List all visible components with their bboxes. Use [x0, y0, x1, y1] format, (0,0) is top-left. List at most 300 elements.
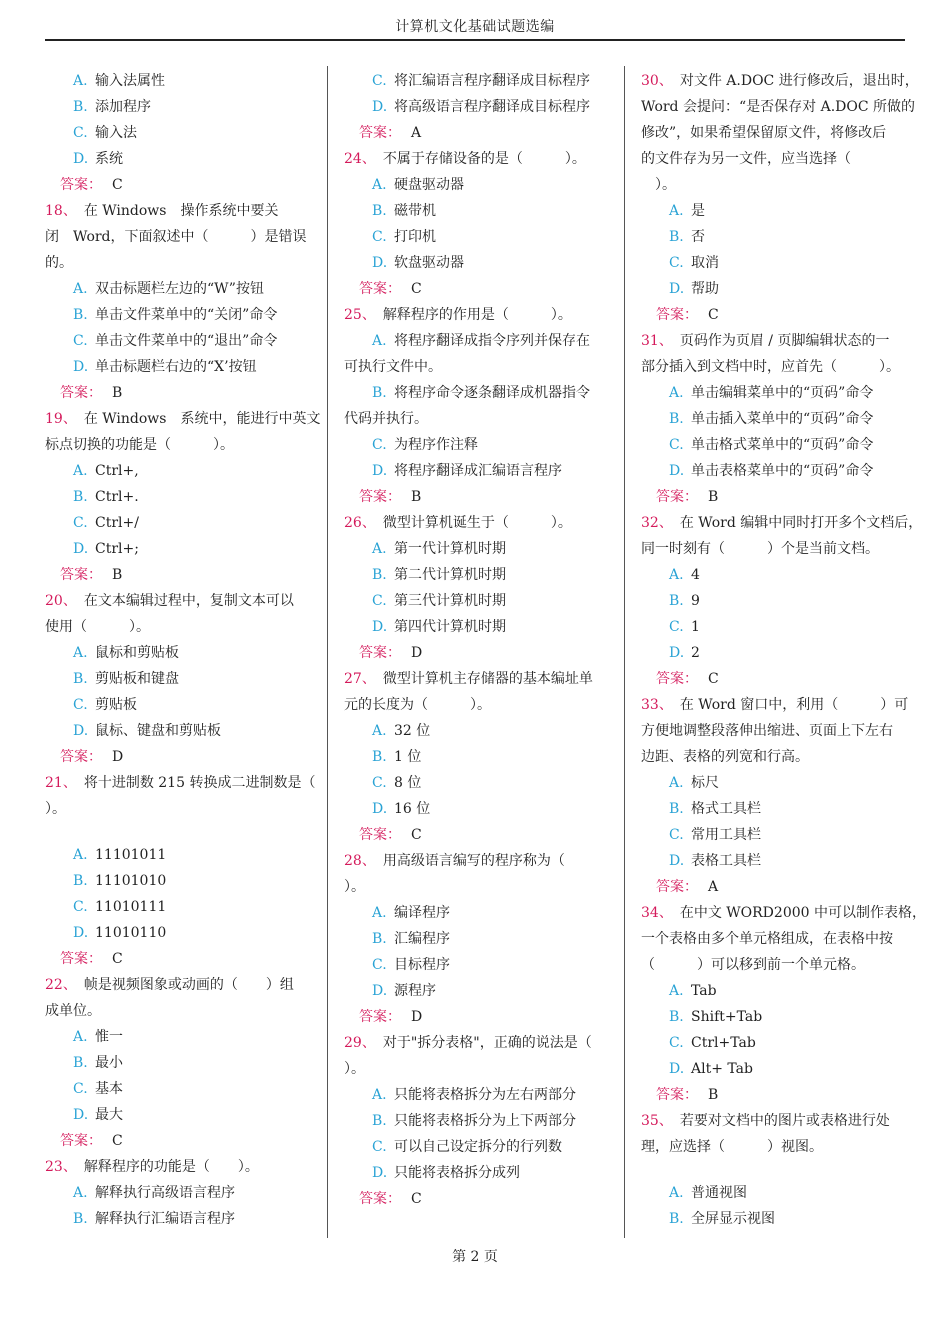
- option-letter: D.: [73, 723, 89, 739]
- question-text-continued: 成单位。: [45, 1003, 101, 1019]
- option-letter: D.: [669, 1061, 685, 1077]
- option-text: 全屏显示视图: [691, 1211, 775, 1227]
- option-line: [344, 796, 606, 822]
- option-line: [45, 692, 310, 718]
- question-line: [45, 406, 321, 432]
- option-letter: A.: [669, 385, 684, 401]
- question-line: [344, 1030, 606, 1056]
- option-text: 为程序作注释: [394, 437, 478, 453]
- option-line: [344, 224, 606, 250]
- option-letter: C.: [73, 697, 88, 713]
- option-line: [641, 562, 906, 588]
- option-text: 普通视图: [691, 1185, 747, 1201]
- question-line: [45, 198, 310, 224]
- option-line: [45, 458, 310, 484]
- option-line: [344, 562, 606, 588]
- option-line: [344, 432, 606, 458]
- question-line: [641, 68, 919, 94]
- option-letter: A.: [73, 281, 88, 297]
- answer-line: [344, 120, 606, 146]
- question-text: 不属于存储设备的是（ ）。: [368, 151, 586, 167]
- option-line: [45, 842, 310, 868]
- answer-label: 答案：: [359, 1009, 401, 1025]
- option-text: 常用工具栏: [691, 827, 761, 843]
- question-line: [344, 302, 606, 328]
- option-line: [344, 744, 606, 770]
- option-line: [344, 1082, 606, 1108]
- option-text: 硬盘驱动器: [394, 177, 464, 193]
- option-letter: A.: [73, 1029, 88, 1045]
- answer-label: 答案：: [656, 1087, 698, 1103]
- option-line: [344, 926, 606, 952]
- question-number: 31、: [641, 333, 666, 349]
- question-text: 在 Windows 系统中，能进行中英文: [69, 411, 321, 427]
- answer-label: 答案：: [359, 125, 401, 141]
- question-line: [641, 692, 909, 718]
- option-letter: B.: [669, 1009, 684, 1025]
- option-letter: C.: [669, 1035, 684, 1051]
- option-letter: D.: [73, 925, 89, 941]
- option-line: [45, 1206, 310, 1232]
- answer-label: 答案：: [60, 567, 102, 583]
- option-text: 单击格式菜单中的“页码”命令: [691, 437, 874, 453]
- option-letter: B.: [73, 489, 88, 505]
- option-letter: C.: [73, 333, 88, 349]
- question-number: 32、: [641, 515, 666, 531]
- option-letter: C.: [372, 1139, 387, 1155]
- option-line: [45, 302, 310, 328]
- answer-label: 答案：: [60, 177, 102, 193]
- answer-value: B: [112, 567, 123, 583]
- option-text: 输入法: [95, 125, 137, 141]
- option-letter: D.: [372, 255, 388, 271]
- option-letter: B.: [73, 99, 88, 115]
- option-text: 软盘驱动器: [394, 255, 464, 271]
- option-letter: C.: [73, 1081, 88, 1097]
- option-letter: A.: [372, 723, 387, 739]
- option-letter: C.: [372, 73, 387, 89]
- option-line: [344, 718, 606, 744]
- question-text: 若要对文档中的图片或表格进行处: [665, 1113, 890, 1129]
- option-line: [641, 432, 906, 458]
- option-line: [45, 1024, 310, 1050]
- option-text: 9: [691, 593, 700, 609]
- option-letter: A.: [372, 177, 387, 193]
- question-text-continued: 部分插入到文档中时，应首先（ ）。: [641, 359, 900, 375]
- option-text: 标尺: [691, 775, 719, 791]
- option-text: 单击文件菜单中的“关闭”命令: [95, 307, 278, 323]
- option-text: 11101010: [95, 873, 167, 889]
- answer-label: 答案：: [359, 281, 401, 297]
- answer-line: [344, 822, 606, 848]
- question-text: 对文件 A.DOC 进行修改后，退出时，: [665, 73, 919, 89]
- option-line: [344, 198, 606, 224]
- question-number: 33、: [641, 697, 666, 713]
- option-line: [344, 458, 606, 484]
- option-letter: B.: [372, 385, 387, 401]
- option-letter: D.: [669, 281, 685, 297]
- question-text: 页码作为页眉 / 页脚编辑状态的一: [665, 333, 890, 349]
- question-text-continued: ）。: [45, 801, 66, 817]
- option-line: [45, 868, 310, 894]
- option-line: [45, 536, 310, 562]
- option-letter: B.: [669, 229, 684, 245]
- option-line: [641, 1206, 906, 1232]
- question-text-continued: 使用（ ）。: [45, 619, 150, 635]
- question-text: 在文本编辑过程中，复制文本可以: [69, 593, 294, 609]
- option-letter: B.: [372, 931, 387, 947]
- option-text: 磁带机: [394, 203, 436, 219]
- option-letter: D.: [372, 801, 388, 817]
- option-letter: A.: [669, 203, 684, 219]
- option-letter: C.: [372, 957, 387, 973]
- answer-line: [641, 874, 906, 900]
- option-text: 16 位: [394, 801, 431, 817]
- option-letter: D.: [73, 359, 89, 375]
- answer-line: [641, 666, 906, 692]
- option-line: [641, 614, 906, 640]
- option-line: [641, 406, 906, 432]
- question-text: 帧是视频图象或动画的（ ）组: [69, 977, 294, 993]
- option-letter: C.: [372, 229, 387, 245]
- question-number: 19、: [45, 411, 70, 427]
- answer-label: 答案：: [656, 307, 698, 323]
- option-line: [641, 770, 906, 796]
- option-letter: A.: [372, 905, 387, 921]
- option-line: [641, 796, 906, 822]
- option-letter: A.: [372, 333, 387, 349]
- question-line: [641, 328, 906, 354]
- answer-value: B: [708, 1087, 719, 1103]
- option-text: Alt+ Tab: [691, 1061, 753, 1077]
- option-letter: D.: [372, 619, 388, 635]
- option-letter: C.: [372, 593, 387, 609]
- option-line: [344, 900, 606, 926]
- option-text: Ctrl+.: [95, 489, 139, 505]
- question-text: 用高级语言编写的程序称为（: [368, 853, 565, 869]
- answer-label: 答案：: [359, 1191, 401, 1207]
- option-text: 格式工具栏: [691, 801, 761, 817]
- option-line: [641, 1004, 906, 1030]
- option-letter: B.: [73, 671, 88, 687]
- question-text-continued: ）。: [344, 1061, 365, 1077]
- question-line: [45, 1154, 310, 1180]
- option-line: [45, 1050, 310, 1076]
- answer-label: 答案：: [60, 1133, 102, 1149]
- option-letter: B.: [669, 593, 684, 609]
- answer-label: 答案：: [359, 489, 401, 505]
- option-line: [641, 640, 906, 666]
- option-text: 剪贴板: [95, 697, 137, 713]
- option-text: 32 位: [394, 723, 431, 739]
- question-text-continued: 元的长度为（ ）。: [344, 697, 491, 713]
- option-letter: A.: [73, 847, 88, 863]
- question-text-continued: 的文件存为另一文件，应当选择（: [641, 151, 851, 167]
- option-letter: C.: [73, 125, 88, 141]
- option-line: [641, 224, 906, 250]
- option-line: [344, 978, 606, 1004]
- option-text: 可以自己设定拆分的行列数: [394, 1139, 562, 1155]
- question-text: 微型计算机主存储器的基本编址单: [368, 671, 593, 687]
- option-text: 1: [691, 619, 700, 635]
- question-text: 解释程序的功能是（ ）。: [69, 1159, 259, 1175]
- option-line: [641, 198, 906, 224]
- option-text: 是: [691, 203, 705, 219]
- blank-spacer: [641, 1160, 906, 1180]
- option-line: [641, 1056, 906, 1082]
- question-text-continued: 方便地调整段落伸出缩进、页面上下左右: [641, 723, 893, 739]
- option-text: 单击文件菜单中的“退出”命令: [95, 333, 278, 349]
- option-line: [45, 94, 310, 120]
- question-text: 解释程序的作用是（ ）。: [368, 307, 572, 323]
- option-letter: C.: [372, 437, 387, 453]
- option-text: 添加程序: [95, 99, 151, 115]
- option-text: 表格工具栏: [691, 853, 761, 869]
- option-letter: C.: [669, 437, 684, 453]
- option-text: 将汇编语言程序翻译成目标程序: [394, 73, 590, 89]
- page-header-title: 计算机文化基础试题选编: [395, 19, 555, 35]
- answer-value: A: [708, 879, 719, 895]
- option-line: [45, 640, 310, 666]
- option-text: 否: [691, 229, 705, 245]
- answer-line: [45, 946, 310, 972]
- option-letter: D.: [669, 645, 685, 661]
- option-line: [45, 354, 310, 380]
- option-text: 第三代计算机时期: [394, 593, 506, 609]
- option-text: 单击标题栏右边的“X’按钮: [95, 359, 257, 375]
- question-number: 35、: [641, 1113, 666, 1129]
- option-text: 系统: [95, 151, 123, 167]
- option-line: [641, 1180, 906, 1206]
- option-line: [344, 1134, 606, 1160]
- question-line: [344, 146, 606, 172]
- question-text-continued: 修改”，如果希望保留原文件，将修改后: [641, 125, 887, 141]
- option-text: 只能将表格拆分成列: [394, 1165, 520, 1181]
- option-letter: A.: [669, 1185, 684, 1201]
- question-number: 21、: [45, 775, 70, 791]
- option-letter: D.: [372, 463, 388, 479]
- option-line: [641, 276, 906, 302]
- option-text: 单击编辑菜单中的“页码”命令: [691, 385, 874, 401]
- option-line: [344, 328, 606, 354]
- column-3: [641, 68, 926, 1232]
- option-letter: C.: [372, 775, 387, 791]
- option-text: 解释执行高级语言程序: [95, 1185, 235, 1201]
- option-text: 11010110: [95, 925, 167, 941]
- option-text: 最大: [95, 1107, 123, 1123]
- answer-value: C: [708, 671, 719, 687]
- option-line: [45, 1180, 310, 1206]
- page-footer-number: 第 2 页: [452, 1249, 498, 1265]
- option-text: 只能将表格拆分为上下两部分: [394, 1113, 576, 1129]
- answer-line: [45, 172, 310, 198]
- option-letter: D.: [73, 1107, 89, 1123]
- option-letter: B.: [669, 801, 684, 817]
- option-line: [641, 848, 906, 874]
- option-letter: A.: [669, 983, 684, 999]
- question-number: 34、: [641, 905, 666, 921]
- option-letter: B.: [669, 1211, 684, 1227]
- question-text: 微型计算机诞生于（ ）。: [368, 515, 572, 531]
- answer-value: D: [112, 749, 124, 765]
- answer-value: B: [112, 385, 123, 401]
- answer-line: [641, 302, 906, 328]
- option-text: 解释执行汇编语言程序: [95, 1211, 235, 1227]
- option-text: 帮助: [691, 281, 719, 297]
- answer-label: 答案：: [656, 671, 698, 687]
- question-text-continued: 一个表格由多个单元格组成，在表格中按: [641, 931, 893, 947]
- option-line: [45, 68, 310, 94]
- question-line: [641, 900, 926, 926]
- question-line: [641, 510, 923, 536]
- option-letter: A.: [73, 1185, 88, 1201]
- option-letter: A.: [372, 541, 387, 557]
- option-letter: D.: [669, 853, 685, 869]
- option-line: [641, 1030, 906, 1056]
- option-text: 将程序命令逐条翻译成机器指令: [394, 385, 590, 401]
- answer-line: [344, 276, 606, 302]
- option-text: Ctrl+/: [95, 515, 139, 531]
- option-line: [45, 666, 310, 692]
- option-text: 将程序翻译成指令序列并保存在: [394, 333, 590, 349]
- header-rule: [45, 39, 905, 41]
- answer-label: 答案：: [60, 951, 102, 967]
- option-text: 4: [691, 567, 700, 583]
- option-text: 第一代计算机时期: [394, 541, 506, 557]
- option-text: 单击表格菜单中的“页码”命令: [691, 463, 874, 479]
- question-text-continued: ）。: [344, 879, 365, 895]
- answer-label: 答案：: [656, 879, 698, 895]
- option-letter: B.: [73, 307, 88, 323]
- option-line: [45, 920, 310, 946]
- option-line: [344, 536, 606, 562]
- answer-value: D: [411, 1009, 423, 1025]
- option-line: [344, 68, 606, 94]
- option-text: Ctrl+Tab: [691, 1035, 756, 1051]
- column-divider: [327, 66, 328, 1238]
- option-text: 打印机: [394, 229, 436, 245]
- option-line: [344, 770, 606, 796]
- question-number: 30、: [641, 73, 666, 89]
- column-2: [344, 68, 606, 1212]
- option-text: 取消: [691, 255, 719, 271]
- option-text: 11101011: [95, 847, 167, 863]
- option-line: [45, 718, 310, 744]
- option-letter: B.: [372, 749, 387, 765]
- option-line: [344, 94, 606, 120]
- option-letter: C.: [669, 619, 684, 635]
- option-text: 8 位: [394, 775, 422, 791]
- option-text: Ctrl+;: [95, 541, 139, 557]
- option-letter: D.: [372, 983, 388, 999]
- question-line: [45, 972, 310, 998]
- option-letter: C.: [669, 255, 684, 271]
- option-text: Ctrl+,: [95, 463, 139, 479]
- question-text-continued: 理，应选择（ ）视图。: [641, 1139, 823, 1155]
- question-line: [45, 588, 310, 614]
- question-number: 24、: [344, 151, 369, 167]
- question-text: 对于"拆分表格"，正确的说法是（: [368, 1035, 592, 1051]
- option-text: Shift+Tab: [691, 1009, 763, 1025]
- option-text: 汇编程序: [394, 931, 450, 947]
- answer-line: [45, 1128, 310, 1154]
- option-letter: A.: [73, 73, 88, 89]
- question-number: 23、: [45, 1159, 70, 1175]
- answer-line: [45, 562, 310, 588]
- option-line: [45, 1076, 310, 1102]
- option-line: [45, 328, 310, 354]
- option-letter: D.: [73, 151, 89, 167]
- question-number: 27、: [344, 671, 369, 687]
- option-line: [344, 1108, 606, 1134]
- answer-line: [641, 1082, 906, 1108]
- question-number: 20、: [45, 593, 70, 609]
- question-text: 将十进制数 215 转换成二进制数是（: [69, 775, 316, 791]
- option-line: [45, 1102, 310, 1128]
- answer-value: C: [411, 281, 422, 297]
- question-line: [641, 1108, 906, 1134]
- answer-value: C: [112, 1133, 123, 1149]
- answer-value: A: [411, 125, 422, 141]
- option-letter: B.: [372, 203, 387, 219]
- question-text: 在 Windows 操作系统中要关: [69, 203, 279, 219]
- question-line: [344, 510, 606, 536]
- option-text: 只能将表格拆分为左右两部分: [394, 1087, 576, 1103]
- option-line: [344, 588, 606, 614]
- option-text: 1 位: [394, 749, 422, 765]
- question-number: 25、: [344, 307, 369, 323]
- answer-label: 答案：: [60, 749, 102, 765]
- question-number: 26、: [344, 515, 369, 531]
- question-line: [45, 770, 316, 796]
- question-text-continued: （ ）可以移到前一个单元格。: [641, 957, 865, 973]
- answer-line: [344, 1004, 606, 1030]
- question-text-continued: 的。: [45, 255, 73, 271]
- column-1: [45, 68, 321, 1232]
- option-letter: B.: [372, 567, 387, 583]
- option-letter: B.: [372, 1113, 387, 1129]
- question-text-continued: 代码并执行。: [344, 411, 428, 427]
- option-letter: C.: [73, 899, 88, 915]
- option-letter: A.: [669, 567, 684, 583]
- question-text-continued: 闭 Word，下面叙述中（ ）是错误: [45, 229, 307, 245]
- answer-line: [344, 1186, 606, 1212]
- question-number: 29、: [344, 1035, 369, 1051]
- question-line: [344, 848, 606, 874]
- question-text: 在 Word 编辑中同时打开多个文档后，: [665, 515, 923, 531]
- answer-line: [641, 484, 906, 510]
- answer-value: C: [411, 1191, 422, 1207]
- question-text-continued: 同一时刻有（ ）个是当前文档。: [641, 541, 879, 557]
- question-text-continued: 标点切换的功能是（ ）。: [45, 437, 234, 453]
- option-line: [641, 250, 906, 276]
- option-line: [641, 380, 906, 406]
- option-text: 双击标题栏左边的“W”按钮: [95, 281, 264, 297]
- answer-label: 答案：: [656, 489, 698, 505]
- answer-line: [45, 380, 310, 406]
- option-line: [45, 894, 310, 920]
- option-line: [45, 146, 310, 172]
- option-line: [45, 120, 310, 146]
- option-text: 编译程序: [394, 905, 450, 921]
- option-text: 将高级语言程序翻译成目标程序: [394, 99, 590, 115]
- option-line: [641, 458, 906, 484]
- option-text: 单击插入菜单中的“页码”命令: [691, 411, 874, 427]
- option-text: 将程序翻译成汇编语言程序: [394, 463, 562, 479]
- option-letter: D.: [372, 99, 388, 115]
- option-text: 源程序: [394, 983, 436, 999]
- question-text: 在中文 WORD2000 中可以制作表格，: [665, 905, 926, 921]
